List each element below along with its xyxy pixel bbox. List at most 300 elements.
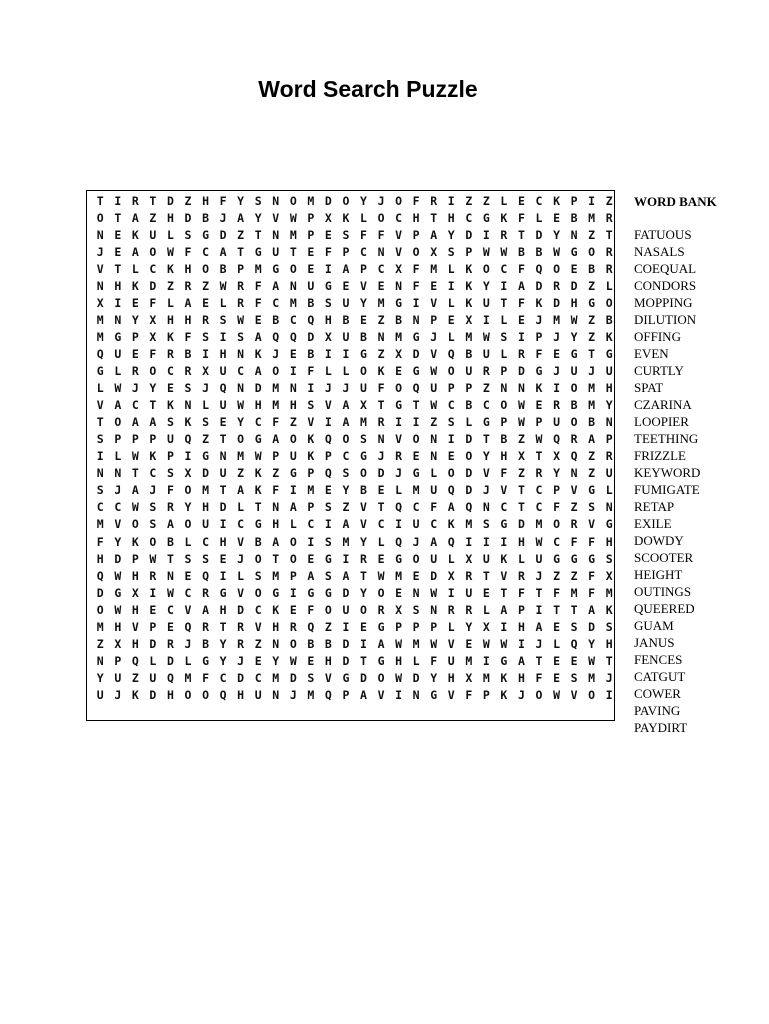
- grid-cell: Z: [517, 432, 525, 447]
- grid-cell: K: [254, 483, 262, 498]
- grid-cell: O: [184, 517, 192, 532]
- grid-cell: N: [430, 432, 438, 447]
- grid-cell: D: [166, 653, 174, 668]
- grid-cell: U: [482, 295, 490, 310]
- grid-cell: P: [307, 500, 315, 515]
- word-bank-list: [634, 226, 700, 736]
- grid-cell: B: [219, 261, 227, 276]
- grid-cell: G: [500, 653, 508, 668]
- grid-cell: O: [553, 517, 560, 532]
- grid-cell: F: [184, 244, 192, 259]
- grid-cell: B: [465, 398, 473, 413]
- grid-cell: T: [289, 244, 297, 259]
- grid-cell: R: [237, 619, 245, 634]
- word-bank-item: PAVING: [634, 703, 681, 718]
- grid-cell: A: [342, 568, 350, 583]
- grid-cell: K: [254, 346, 262, 361]
- grid-cell: Z: [465, 193, 473, 208]
- grid-cell: K: [535, 381, 543, 396]
- grid-cell: E: [254, 653, 262, 668]
- grid-cell: Y: [237, 193, 245, 208]
- word-bank-item: DILUTION: [634, 312, 697, 327]
- grid-cell: E: [307, 244, 315, 259]
- word-bank-item: EXILE: [634, 516, 672, 531]
- grid-cell: G: [605, 517, 613, 532]
- grid-cell: F: [149, 295, 157, 310]
- grid-cell: R: [131, 364, 139, 378]
- grid-cell: E: [289, 346, 297, 361]
- grid-cell: C: [237, 517, 245, 532]
- grid-cell: H: [219, 534, 227, 549]
- grid-cell: D: [307, 329, 315, 344]
- grid-cell: W: [166, 244, 174, 259]
- grid-cell: D: [96, 585, 104, 600]
- grid-cell: R: [517, 346, 525, 361]
- grid-cell: Z: [237, 227, 245, 242]
- grid-cell: O: [465, 449, 473, 464]
- grid-cell: I: [342, 346, 350, 361]
- grid-cell: V: [114, 517, 122, 532]
- grid-cell: V: [570, 687, 578, 702]
- grid-cell: K: [377, 364, 385, 378]
- grid-cell: V: [96, 261, 104, 276]
- grid-cell: L: [237, 568, 245, 583]
- grid-cell: F: [254, 295, 262, 310]
- grid-cell: H: [166, 687, 174, 702]
- grid-cell: G: [553, 551, 560, 566]
- grid-cell: Q: [307, 619, 315, 634]
- grid-cell: B: [202, 210, 209, 225]
- grid-cell: O: [605, 295, 613, 310]
- grid-cell: X: [360, 398, 367, 413]
- grid-cell: K: [131, 534, 139, 549]
- grid-cell: J: [430, 329, 438, 344]
- grid-cell: Y: [149, 381, 157, 396]
- grid-cell: Q: [184, 619, 192, 634]
- grid-cell: E: [166, 381, 174, 396]
- grid-cell: P: [430, 312, 438, 327]
- grid-cell: E: [395, 585, 403, 600]
- grid-cell: A: [114, 398, 122, 413]
- grid-cell: U: [166, 432, 174, 447]
- grid-cell: X: [482, 619, 490, 634]
- grid-cell: B: [324, 636, 332, 651]
- grid-cell: W: [149, 551, 157, 566]
- grid-cell: Q: [465, 500, 473, 515]
- grid-cell: K: [149, 449, 157, 464]
- grid-cell: W: [553, 244, 560, 259]
- grid-cell: L: [184, 653, 192, 668]
- grid-cell: R: [535, 466, 543, 481]
- grid-cell: R: [377, 415, 385, 430]
- grid-cell: P: [395, 619, 403, 634]
- grid-cell: F: [307, 364, 315, 378]
- grid-cell: V: [307, 415, 315, 430]
- grid-cell: Z: [553, 568, 560, 583]
- grid-cell: G: [114, 585, 122, 600]
- grid-cell: A: [588, 602, 596, 617]
- grid-cell: R: [517, 568, 525, 583]
- grid-cell: R: [570, 432, 578, 447]
- grid-cell: N: [96, 466, 104, 481]
- grid-cell: T: [360, 653, 367, 668]
- grid-cell: X: [605, 568, 613, 583]
- grid-cell: D: [430, 568, 438, 583]
- grid-cell: Z: [202, 278, 209, 293]
- grid-cell: Y: [570, 329, 578, 344]
- grid-cell: G: [588, 295, 596, 310]
- grid-cell: D: [342, 636, 350, 651]
- grid-cell: M: [307, 193, 315, 208]
- grid-cell: M: [237, 449, 245, 464]
- grid-cell: C: [237, 364, 245, 378]
- grid-cell: R: [395, 449, 403, 464]
- grid-cell: U: [342, 329, 350, 344]
- grid-cell: H: [184, 312, 192, 327]
- grid-cell: K: [447, 517, 455, 532]
- grid-cell: V: [395, 432, 403, 447]
- grid-cell: G: [412, 364, 420, 378]
- grid-cell: Q: [570, 636, 578, 651]
- grid-cell: U: [430, 381, 438, 396]
- grid-cell: S: [96, 432, 104, 447]
- grid-cell: F: [184, 329, 192, 344]
- grid-cell: Z: [588, 227, 596, 242]
- grid-cell: Z: [324, 619, 332, 634]
- grid-row: [87, 448, 614, 465]
- grid-cell: M: [96, 619, 104, 634]
- grid-cell: N: [289, 381, 297, 396]
- grid-cell: Q: [324, 687, 332, 702]
- grid-cell: X: [395, 261, 403, 276]
- word-bank-item: LOOPIER: [634, 414, 689, 429]
- grid-cell: S: [412, 602, 420, 617]
- grid-cell: V: [447, 687, 455, 702]
- grid-cell: T: [588, 346, 596, 361]
- grid-cell: T: [500, 585, 508, 600]
- grid-cell: S: [500, 329, 508, 344]
- grid-cell: L: [114, 364, 122, 378]
- grid-cell: W: [114, 381, 122, 396]
- grid-cell: G: [307, 585, 315, 600]
- grid-cell: X: [395, 602, 403, 617]
- grid-cell: G: [535, 364, 543, 378]
- grid-cell: U: [342, 602, 350, 617]
- grid-cell: T: [254, 500, 262, 515]
- grid-cell: Y: [465, 619, 473, 634]
- grid-cell: P: [447, 381, 455, 396]
- grid-cell: R: [202, 312, 209, 327]
- grid-cell: A: [237, 483, 245, 498]
- grid-cell: E: [307, 551, 315, 566]
- grid-cell: M: [202, 483, 209, 498]
- grid-cell: I: [324, 261, 332, 276]
- grid-cell: G: [114, 329, 122, 344]
- grid-cell: D: [588, 619, 596, 634]
- grid-cell: H: [447, 670, 455, 685]
- grid-cell: U: [430, 551, 438, 566]
- grid-cell: R: [202, 585, 209, 600]
- grid-cell: F: [588, 568, 596, 583]
- grid-cell: V: [254, 619, 262, 634]
- grid-cell: W: [430, 398, 438, 413]
- grid-cell: Z: [202, 432, 209, 447]
- grid-cell: U: [482, 346, 490, 361]
- grid-cell: F: [553, 585, 560, 600]
- grid-cell: Y: [219, 653, 227, 668]
- grid-cell: N: [166, 568, 174, 583]
- grid-cell: P: [412, 227, 420, 242]
- grid-cell: O: [237, 432, 245, 447]
- grid-cell: G: [272, 261, 280, 276]
- grid-cell: A: [517, 653, 525, 668]
- grid-cell: G: [289, 466, 297, 481]
- grid-cell: F: [96, 534, 104, 549]
- grid-cell: G: [500, 517, 508, 532]
- grid-cell: K: [131, 278, 139, 293]
- word-bank-item: EVEN: [634, 346, 669, 361]
- grid-cell: X: [324, 210, 332, 225]
- grid-cell: X: [202, 364, 209, 378]
- grid-cell: U: [412, 517, 420, 532]
- grid-cell: O: [324, 602, 332, 617]
- grid-cell: O: [588, 244, 596, 259]
- grid-cell: O: [149, 244, 157, 259]
- grid-row: [87, 670, 614, 687]
- grid-row: [87, 261, 614, 278]
- grid-cell: H: [605, 636, 613, 651]
- grid-cell: N: [96, 278, 104, 293]
- grid-cell: O: [447, 466, 455, 481]
- grid-cell: H: [166, 210, 174, 225]
- grid-cell: L: [465, 415, 473, 430]
- grid-cell: O: [360, 602, 367, 617]
- grid-cell: C: [482, 398, 490, 413]
- grid-cell: Z: [184, 193, 192, 208]
- grid-cell: J: [553, 364, 560, 378]
- grid-cell: S: [202, 551, 209, 566]
- grid-cell: L: [447, 261, 455, 276]
- grid-cell: J: [412, 534, 420, 549]
- grid-cell: N: [377, 329, 385, 344]
- grid-cell: Y: [114, 534, 122, 549]
- grid-cell: R: [430, 193, 438, 208]
- grid-cell: F: [500, 466, 508, 481]
- grid-cell: R: [605, 261, 613, 276]
- grid-cell: U: [289, 449, 297, 464]
- grid-cell: R: [553, 398, 560, 413]
- grid-cell: Q: [96, 346, 104, 361]
- grid-cell: M: [360, 415, 367, 430]
- grid-cell: C: [219, 670, 227, 685]
- grid-cell: Y: [254, 210, 262, 225]
- grid-cell: O: [570, 415, 578, 430]
- grid-cell: S: [605, 619, 613, 634]
- grid-cell: Q: [324, 432, 332, 447]
- grid-cell: G: [202, 227, 209, 242]
- grid-cell: T: [149, 193, 157, 208]
- word-bank-item: OFFING: [634, 329, 681, 344]
- grid-cell: O: [377, 585, 385, 600]
- grid-cell: H: [517, 534, 525, 549]
- grid-cell: C: [360, 244, 367, 259]
- grid-cell: T: [517, 227, 525, 242]
- grid-cell: P: [166, 449, 174, 464]
- grid-cell: Q: [307, 312, 315, 327]
- grid-cell: Y: [553, 466, 560, 481]
- grid-cell: R: [605, 244, 613, 259]
- grid-cell: T: [377, 500, 385, 515]
- grid-cell: N: [377, 432, 385, 447]
- grid-cell: L: [447, 619, 455, 634]
- grid-cell: I: [219, 329, 227, 344]
- grid-cell: A: [272, 534, 280, 549]
- grid-cell: E: [517, 312, 525, 327]
- grid-cell: H: [517, 670, 525, 685]
- grid-cell: A: [307, 568, 315, 583]
- grid-cell: S: [202, 415, 209, 430]
- grid-cell: E: [377, 278, 385, 293]
- grid-cell: A: [272, 278, 280, 293]
- grid-cell: J: [202, 381, 209, 396]
- grid-cell: O: [96, 602, 104, 617]
- grid-cell: G: [395, 398, 403, 413]
- grid-cell: I: [605, 687, 613, 702]
- grid-cell: A: [342, 398, 350, 413]
- grid-cell: D: [289, 670, 297, 685]
- grid-cell: L: [184, 534, 192, 549]
- grid-cell: T: [272, 551, 280, 566]
- word-bank-item: QUEERED: [634, 601, 695, 616]
- grid-cell: P: [149, 432, 157, 447]
- grid-cell: Q: [395, 534, 403, 549]
- grid-cell: K: [553, 193, 560, 208]
- grid-cell: W: [289, 653, 297, 668]
- grid-cell: M: [588, 398, 596, 413]
- grid-cell: N: [377, 244, 385, 259]
- grid-cell: O: [412, 244, 420, 259]
- grid-cell: C: [272, 295, 280, 310]
- grid-cell: D: [166, 193, 174, 208]
- grid-cell: Z: [588, 329, 596, 344]
- grid-cell: Q: [570, 449, 578, 464]
- grid-cell: E: [342, 278, 350, 293]
- grid-cell: N: [412, 585, 420, 600]
- grid-cell: G: [324, 551, 332, 566]
- grid-cell: Z: [254, 636, 262, 651]
- grid-cell: G: [570, 551, 578, 566]
- grid-cell: A: [289, 500, 297, 515]
- grid-cell: B: [184, 346, 192, 361]
- grid-cell: M: [272, 398, 280, 413]
- grid-cell: M: [465, 653, 473, 668]
- grid-cell: N: [605, 415, 613, 430]
- grid-cell: O: [553, 261, 560, 276]
- grid-cell: W: [517, 415, 525, 430]
- grid-cell: A: [535, 619, 543, 634]
- grid-cell: I: [360, 636, 367, 651]
- grid-cell: V: [324, 670, 332, 685]
- grid-cell: T: [114, 261, 122, 276]
- grid-cell: B: [465, 346, 473, 361]
- grid-cell: M: [272, 568, 280, 583]
- grid-cell: S: [605, 551, 613, 566]
- grid-cell: R: [289, 619, 297, 634]
- grid-cell: E: [166, 619, 174, 634]
- grid-cell: X: [395, 346, 403, 361]
- grid-cell: W: [535, 432, 543, 447]
- grid-cell: E: [324, 227, 332, 242]
- grid-cell: E: [184, 568, 192, 583]
- grid-cell: E: [553, 670, 560, 685]
- grid-cell: M: [553, 312, 560, 327]
- grid-cell: J: [588, 364, 596, 378]
- word-bank-item: RETAP: [634, 499, 675, 514]
- grid-cell: R: [202, 619, 209, 634]
- grid-cell: E: [412, 449, 420, 464]
- grid-cell: V: [482, 466, 490, 481]
- grid-cell: C: [289, 312, 297, 327]
- grid-cell: E: [377, 551, 385, 566]
- grid-cell: I: [96, 449, 104, 464]
- grid-cell: I: [482, 534, 490, 549]
- grid-cell: W: [482, 244, 490, 259]
- grid-cell: Y: [588, 636, 596, 651]
- grid-cell: R: [237, 295, 245, 310]
- grid-cell: P: [553, 483, 560, 498]
- grid-cell: O: [114, 415, 122, 430]
- grid-cell: P: [237, 261, 245, 276]
- grid-cell: I: [202, 346, 209, 361]
- grid-cell: F: [517, 210, 525, 225]
- grid-cell: Y: [184, 500, 192, 515]
- grid-cell: J: [131, 381, 139, 396]
- grid-cell: X: [465, 670, 473, 685]
- grid-cell: P: [131, 551, 139, 566]
- grid-cell: U: [114, 670, 122, 685]
- grid-row: [87, 431, 614, 448]
- grid-cell: Z: [342, 500, 350, 515]
- grid-cell: H: [131, 568, 139, 583]
- grid-cell: K: [184, 415, 192, 430]
- grid-cell: G: [412, 466, 420, 481]
- grid-cell: S: [202, 329, 209, 344]
- grid-cell: P: [465, 244, 473, 259]
- grid-cell: I: [114, 295, 122, 310]
- grid-cell: K: [605, 602, 613, 617]
- grid-cell: H: [219, 602, 227, 617]
- grid-cell: V: [237, 534, 245, 549]
- grid-cell: Z: [96, 636, 104, 651]
- grid-cell: D: [517, 364, 525, 378]
- grid-cell: E: [395, 364, 403, 378]
- grid-cell: D: [465, 227, 473, 242]
- grid-cell: U: [219, 398, 227, 413]
- grid-cell: P: [570, 193, 578, 208]
- grid-cell: S: [324, 568, 332, 583]
- grid-cell: P: [307, 210, 315, 225]
- grid-cell: B: [570, 210, 578, 225]
- grid-cell: H: [254, 398, 262, 413]
- grid-cell: M: [272, 381, 280, 396]
- grid-cell: O: [395, 193, 403, 208]
- grid-cell: W: [114, 568, 122, 583]
- word-bank-item: COEQUAL: [634, 261, 697, 276]
- grid-cell: V: [500, 568, 508, 583]
- grid-cell: C: [307, 517, 315, 532]
- grid-cell: F: [166, 483, 174, 498]
- grid-cell: N: [517, 381, 525, 396]
